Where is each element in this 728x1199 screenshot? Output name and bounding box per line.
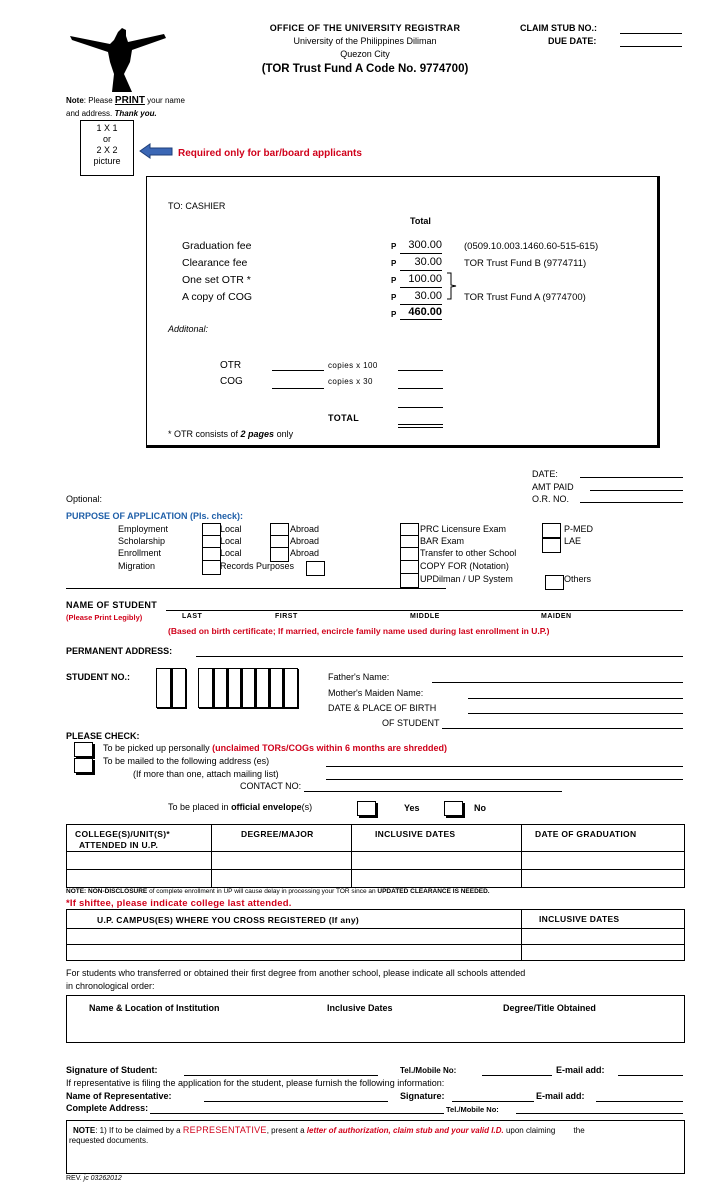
contact-label: CONTACT NO: [240,781,302,791]
father-label: Father's Name: [328,672,390,682]
amt-paid-line[interactable] [590,490,683,491]
fee-sum-line [400,319,442,320]
pickup-label: To be picked up personally (unclaimed TORs/COGs within 6 months are shredded) [103,743,447,753]
transfer-dates-header: Inclusive Dates [327,1003,393,1013]
rep-email-label: E-mail add: [536,1091,585,1101]
complete-address-label: Complete Address: [66,1103,149,1113]
purpose-right-checkbox[interactable] [400,573,419,588]
pickup-checkbox[interactable] [74,742,93,757]
cross-dates-header: INCLUSIVE DATES [539,914,620,924]
cross-reg-table [66,909,685,961]
student-no-label: STUDENT NO.: [66,672,130,682]
envelope-yes-label: Yes [404,803,420,813]
purpose-right-label: BAR Exam [420,536,465,546]
others-checkbox[interactable] [545,575,564,590]
records-abroad-checkbox[interactable] [306,561,325,576]
student-name-label: NAME OF STUDENT [66,600,157,610]
dob-line[interactable] [468,713,683,714]
cog-copies-line[interactable] [272,388,324,389]
birth-cert-note: (Based on birth certificate; If married, encircle family name used during last enrollment in U.P.) [168,626,550,636]
or-no-line[interactable] [580,502,683,503]
purpose-separator [66,588,446,589]
purpose-item: Scholarship [118,536,166,546]
final-note-text-2: requested documents. [69,1136,149,1145]
mother-line[interactable] [468,698,683,699]
fee-label: One set OTR * [182,274,251,286]
additional-label: Additonal: [168,324,209,334]
purpose-local-label: Local [220,536,242,546]
cog-label: COG [220,376,243,387]
date-label: DATE: [532,469,558,479]
total-label: TOTAL [328,413,360,423]
otr-footnote: * OTR consists of 2 pages only [168,429,294,439]
fee-amount-line [400,253,442,254]
purpose-right-label: Transfer to other School [420,548,517,558]
claim-stub-label: CLAIM STUB NO.: [520,23,597,33]
rep-note: If representative is filing the application for the student, please furnish the following information: [66,1078,445,1088]
fund-code: (TOR Trust Fund A Code No. 9774700) [261,63,469,75]
final-note-text: NOTE: 1) If to be claimed by a REPRESENTATIVE, present a letter of authorization, claim stub and your valid I.D. upon claiming the [73,1125,585,1135]
purpose-local-label: Records Purposes [220,561,295,571]
attach-note: (If more than one, attach mailing list) [133,769,279,779]
fee-amount: 300.00 [408,239,442,251]
graduation-header: DATE OF GRADUATION [535,829,637,839]
currency-p: P [391,242,397,251]
sum-p: P [391,310,397,319]
complete-address-line[interactable] [150,1113,444,1114]
mail-label: To be mailed to the following address (es) [103,756,270,766]
total-header: Total [410,216,431,226]
cross-reg-header: U.P. CAMPUS(ES) WHERE YOU CROSS REGISTERED (If any) [97,915,359,925]
purpose-right-label: PRC Licensure Exam [420,524,507,534]
due-date-line[interactable] [620,46,682,47]
dob-line-2[interactable] [442,728,683,729]
to-cashier: TO: CASHIER [168,201,226,211]
degree-obtained-header: Degree/Title Obtained [503,1003,596,1013]
revision-label: REV. jc 03262012 [66,1175,122,1182]
college-header: COLLEGE(S)/UNIT(S)* [75,829,170,839]
mail-address-line-2[interactable] [326,779,683,780]
purpose-abroad-label: Abroad [290,536,320,546]
purpose-local-checkbox[interactable] [202,560,221,575]
non-disclosure-note: NOTE: NON-DISCLOSURE of complete enrollment in UP will cause delay in processing your TOR since an UPDATED CLEARANCE IS NEEDED. [66,888,490,895]
dob-label-2: OF STUDENT [382,718,440,728]
fee-label: Graduation fee [182,240,252,252]
envelope-label: To be placed in official envelope(s) [168,802,313,812]
bracket-icon [446,272,460,300]
total-line[interactable] [398,424,443,425]
fee-amount-line [400,270,442,271]
fee-fund-code: (0509.10.003.1460.60-515-615) [464,241,599,252]
college-header-2: ATTENDED IN U.P. [79,840,159,850]
mail-address-line[interactable] [326,766,683,767]
optional-label: Optional: [66,494,103,504]
fee-amount-line [400,304,442,305]
amt-paid-label: AMT PAID [532,482,574,492]
fee-fund-code: TOR Trust Fund A (9774700) [464,292,586,303]
purpose-item: Migration [118,561,156,571]
dob-label: DATE & PLACE OF BIRTH [328,703,437,713]
claim-stub-line[interactable] [620,33,682,34]
fee-label: Clearance fee [182,257,248,269]
fee-amount: 30.00 [414,256,442,268]
purpose-item: Enrollment [118,548,162,558]
permanent-address-label: PERMANENT ADDRESS: [66,646,173,656]
tel-label: Tel./Mobile No: [400,1066,457,1075]
please-check-label: PLEASE CHECK: [66,731,140,741]
college-table [66,824,685,888]
envelope-no-label: No [474,803,486,813]
inclusive-dates-header: INCLUSIVE DATES [375,829,456,839]
purpose-local-label: Local [220,548,242,558]
due-date-label: DUE DATE: [548,36,597,46]
last-label: LAST [182,613,203,620]
permanent-address-line[interactable] [196,656,683,657]
subtotal-line[interactable] [398,407,443,408]
mail-checkbox[interactable] [74,758,93,773]
lae-checkbox[interactable] [542,538,561,553]
otr-total-line[interactable] [398,370,443,371]
date-line[interactable] [580,477,683,478]
degree-header: DEGREE/MAJOR [241,829,314,839]
rep-name-label: Name of Representative: [66,1091,172,1101]
university-logo [66,22,171,94]
maiden-label: MAIDEN [541,613,572,620]
student-no-digit-box[interactable] [170,668,186,708]
cog-copies: copies x 30 [328,377,373,386]
institution-header: Name & Location of Institution [89,1003,220,1013]
email-label: E-mail add: [556,1065,605,1075]
fee-amount: 100.00 [408,273,442,285]
rep-signature-line[interactable] [452,1101,534,1102]
city-name: Quezon City [340,49,390,59]
contact-line[interactable] [304,791,562,792]
tel-line-2[interactable] [516,1113,683,1114]
purpose-abroad-label: Abroad [290,548,320,558]
student-signature-label: Signature of Student: [66,1065,158,1075]
otr-copies-line[interactable] [272,370,324,371]
student-signature-line[interactable] [184,1075,378,1076]
print-note: Note: Please PRINT your name [66,95,185,106]
father-line[interactable] [432,682,683,683]
student-name-line[interactable] [166,610,683,611]
print-legibly: (Please Print Legibly) [66,613,143,622]
email-line[interactable] [618,1075,683,1076]
currency-p: P [391,293,397,302]
fee-label: A copy of COG [182,291,253,303]
purpose-local-label: Local [220,524,242,534]
rep-email-line[interactable] [596,1101,683,1102]
office-title: OFFICE OF THE UNIVERSITY REGISTRAR [269,23,461,33]
print-note-2: and address. Thank you. [66,109,157,118]
total-double-line [398,427,443,428]
transfer-note: For students who transferred or obtained their first degree from another school, please indicate all schools attended [66,968,526,978]
university-name: University of the Philippines Diliman [293,36,437,46]
pmed-label: P-MED [564,524,593,534]
transfer-note-2: in chronological order: [66,981,155,991]
arrow-left-icon [138,142,174,162]
middle-label: MIDDLE [410,613,440,620]
envelope-yes-checkbox[interactable] [357,801,376,816]
otr-label: OTR [220,360,242,371]
envelope-no-checkbox[interactable] [444,801,463,816]
cog-total-line[interactable] [398,388,443,389]
fee-sum: 460.00 [408,306,442,318]
fee-amount: 30.00 [414,290,442,302]
picture-box: 1 X 1 or 2 X 2 picture [80,120,134,176]
otr-copies: copies x 100 [328,361,378,370]
pmed-checkbox[interactable] [542,523,561,538]
purpose-title: PURPOSE OF APPLICATION (Pls. check): [66,511,244,521]
transfer-table [66,995,685,1043]
purpose-abroad-checkbox[interactable] [270,547,289,562]
fee-fund-code: TOR Trust Fund B (9774711) [464,258,587,269]
currency-p: P [391,276,397,285]
or-no-label: O.R. NO. [532,494,570,504]
tel-label-2: Tel./Mobile No: [446,1105,499,1114]
tel-line[interactable] [482,1075,552,1076]
picture-required: Required only for bar/board applicants [178,148,362,159]
mother-label: Mother's Maiden Name: [328,688,424,698]
fee-amount-line [400,287,442,288]
rep-name-line[interactable] [204,1101,388,1102]
purpose-item: Employment [118,524,169,534]
currency-p: P [391,259,397,268]
student-no-digit-box[interactable] [282,668,298,708]
purpose-abroad-label: Abroad [290,524,320,534]
lae-label: LAE [564,536,582,546]
rep-signature-label: Signature: [400,1091,445,1101]
purpose-right-label: UPDilman / UP System [420,574,513,584]
final-note-box [66,1120,685,1174]
first-label: FIRST [275,613,298,620]
purpose-right-label: COPY FOR (Notation) [420,561,509,571]
others-label: Others [564,574,592,584]
shiftee-note: *If shiftee, please indicate college last attended. [66,898,292,909]
